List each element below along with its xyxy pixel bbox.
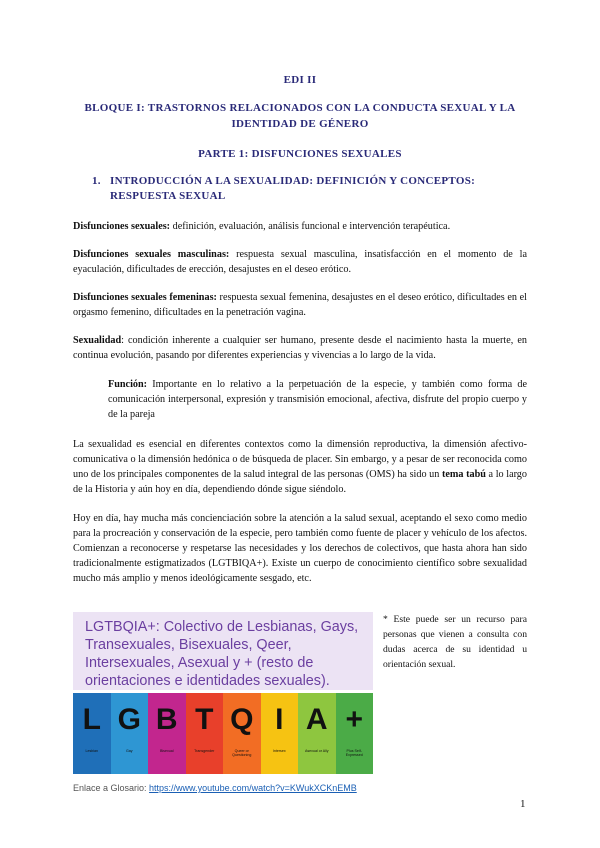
banner-text: LGTBQIA+: Colectivo de Lesbianas, Gays, Transexuales, Bisexuales, Qeer, Intersexuales, Asexual y + (resto de orientaciones e identidades sexuales). bbox=[85, 619, 359, 689]
part-title: PARTE 1: DISFUNCIONES SEXUALES bbox=[198, 148, 402, 160]
block-title: BLOQUE I: TRASTORNOS RELACIONADOS CON LA CONDUCTA SEXUAL Y LA IDENTIDAD DE GÉNERO bbox=[84, 102, 516, 130]
link-label: Enlace a Glosario: bbox=[73, 783, 150, 793]
term-text: respuesta sexual femenina, desajustes en el deseo erótico, dificultades en el orgasmo femenino, dificultades en la penetración vagina. bbox=[73, 292, 527, 318]
flag-letter: L bbox=[82, 703, 101, 736]
flag-letter: Q bbox=[230, 703, 254, 736]
flag-stripe bbox=[186, 693, 224, 774]
flag-word: Transgender bbox=[194, 749, 215, 753]
flag-stripe bbox=[223, 693, 261, 774]
page-number: 1 bbox=[520, 798, 526, 810]
flag-letter: A bbox=[305, 703, 328, 736]
flag-word: Queer or Questioning bbox=[232, 749, 252, 757]
glossary-link[interactable]: https://www.youtube.com/watch?v=KWukXCKnEMB bbox=[149, 783, 357, 793]
term-text: respuesta sexual masculina, insatisfacción en el momento de la eyaculación, dificultades de erección, desajustes en el deseo erótico. bbox=[73, 249, 527, 275]
term-label: Sexualidad bbox=[73, 335, 122, 346]
paragraph-text: a lo largo de la Historia y aún hoy en día, dependiendo dónde sigue siéndolo. bbox=[73, 469, 527, 495]
paragraph-funcion bbox=[108, 377, 527, 422]
flag-stripe bbox=[336, 693, 374, 774]
term-label: Disfunciones sexuales femeninas: bbox=[73, 292, 217, 303]
flag-stripe bbox=[73, 693, 111, 774]
flag-letter: G bbox=[117, 703, 141, 736]
term-text: Importante en lo relativo a la perpetuación de la especie, y también como forma de comunicación interpersonal, expresión y transmisión emocional, afectiva, disfrute del propio cuerpo y de la pareja bbox=[108, 379, 527, 420]
paragraph-disfunciones bbox=[73, 219, 527, 234]
flag-stripe bbox=[111, 693, 149, 774]
flag-word: Bisexual bbox=[159, 749, 174, 753]
glossary-link-line bbox=[73, 783, 357, 793]
flag-stripe bbox=[148, 693, 186, 774]
paragraph-hoy-en-dia: Hoy en día, hay mucha más concienciación sobre la atención a la salud sexual, aceptando el sexo como medio para la procreación y conservación de la especie, pero también como fuente de placer y vehículo de los afectos. Comienzan a reconocerse y respetarse las necesidades y los derechos de colectivos, que hasta ahora han sido tradicionalmente estigmatizados (LGTBIQA+). Existe un cuerpo de conocimiento científico sobre sexualidad mucho más amplio y menos ideológicamente sesgado, etc. bbox=[73, 513, 527, 584]
paragraph-text: La sexualidad es esencial en diferentes contextos como la dimensión reproductiva, la dimensión afectivo-comunicativa o la dimensión hedónica o de búsqueda de placer. Sin embargo, y a pesar de ser reconocida como uno de los principales componentes de la salud integral de las personas (OMS) ha sido un bbox=[73, 439, 527, 480]
lgtbqia-banner bbox=[73, 612, 373, 690]
flag-word: Gay bbox=[125, 749, 133, 753]
flag-letter: I bbox=[275, 703, 284, 736]
flag-word: Plus Self-Expressed bbox=[345, 749, 363, 757]
flag-letter: + bbox=[345, 703, 364, 736]
term-text: : condición inherente a cualquier ser humano, presente desde el nacimiento hasta la muerte, en continua evolución, pasando por diferentes experiencias y vivencias a lo largo de la vida. bbox=[73, 335, 527, 361]
term-label: Disfunciones sexuales masculinas: bbox=[73, 249, 230, 260]
paragraph-sexualidad bbox=[73, 333, 527, 363]
lgbtqia-flag-image bbox=[73, 693, 373, 774]
term-label: Función: bbox=[108, 379, 148, 390]
section-title: INTRODUCCIÓN A LA SEXUALIDAD: DEFINICIÓN Y CONCEPTOS: RESPUESTA SEXUAL bbox=[110, 175, 476, 202]
flag-word: Lesbian bbox=[85, 749, 99, 753]
flag-letter: B bbox=[155, 703, 178, 736]
course-title: EDI II bbox=[283, 74, 317, 86]
section-number: 1. bbox=[92, 175, 101, 187]
paragraph-sexualidad-esencial bbox=[73, 437, 527, 497]
flag-letter: T bbox=[195, 703, 214, 736]
emphasis-text: tema tabú bbox=[442, 469, 486, 480]
flag-word: Asexual or Ally bbox=[304, 749, 329, 753]
flag-word: Intersex bbox=[272, 749, 286, 753]
side-note: * Este puede ser un recurso para personas que vienen a consulta con dudas acerca de su identidad u orientación sexual. bbox=[383, 614, 527, 670]
flag-stripe bbox=[298, 693, 336, 774]
paragraph-masculinas bbox=[73, 247, 527, 277]
term-label: Disfunciones sexuales: bbox=[73, 221, 171, 232]
term-text: definición, evaluación, análisis funcional e intervención terapéutica. bbox=[170, 221, 451, 232]
paragraph-femeninas bbox=[73, 290, 527, 320]
flag-stripe bbox=[261, 693, 299, 774]
